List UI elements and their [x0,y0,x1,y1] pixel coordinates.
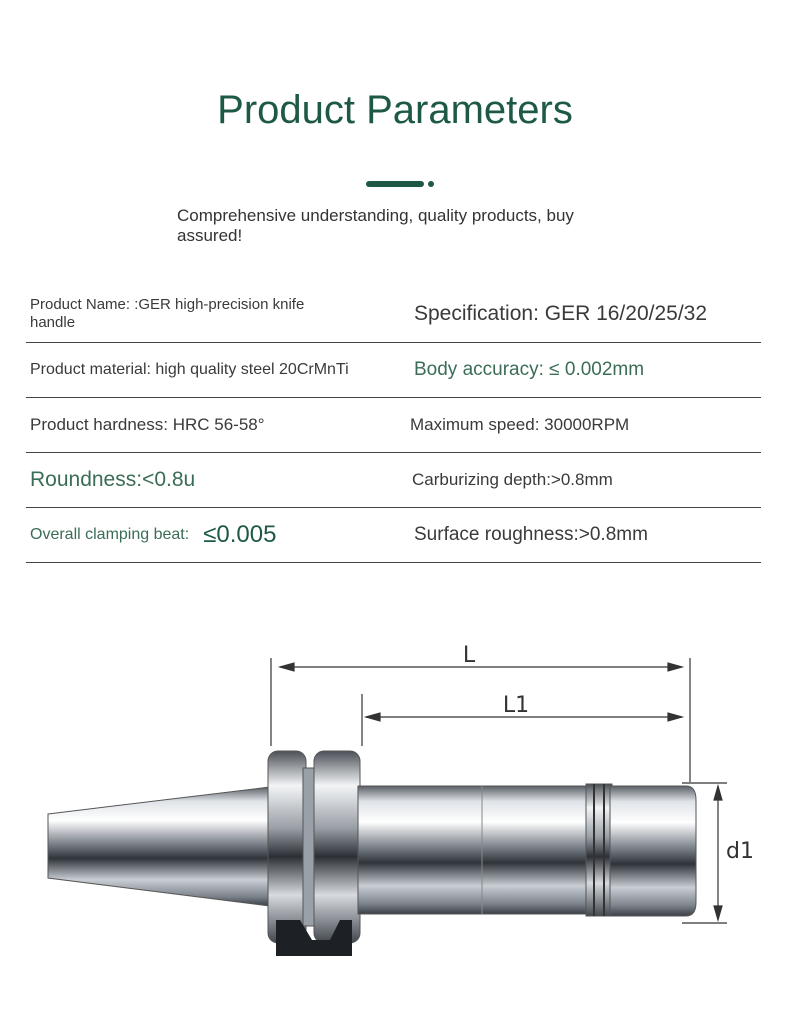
dimension-L1-label: L1 [502,693,530,718]
product-hardness: Product hardness: HRC 56-58° [30,415,265,434]
body-accuracy: Body accuracy: ≤ 0.002mm [414,359,645,380]
holder-nose [610,786,696,916]
dimension-d1-label: d1 [726,839,754,864]
dimension-L-label: L [462,643,476,668]
table-row [26,398,761,453]
table-row [26,343,761,398]
clamping-beat-label: Overall clamping beat: [30,526,190,543]
flange-left [268,751,306,943]
flange-right [314,751,360,943]
maximum-speed: Maximum speed: 30000RPM [410,415,630,434]
title-underline [366,181,424,187]
title-underline-dot [428,181,434,187]
table-row [26,286,761,343]
clamping-beat-value: ≤0.005 [203,521,277,548]
nut-ring [586,784,612,916]
page-subtitle: Comprehensive understanding, quality products, buy assured! [177,206,574,245]
page-title: Product Parameters [217,88,573,132]
surface-roughness: Surface roughness:>0.8mm [414,524,648,545]
product-name: Product Name: :GER high-precision knife handle [30,296,305,331]
specification: Specification: GER 16/20/25/32 [414,302,708,325]
table-row [26,508,761,563]
roundness: Roundness:<0.8u [30,468,196,491]
parameters-table [26,286,761,563]
holder-body [358,786,590,914]
product-material: Product material: high quality steel 20CrMnTi [30,361,349,378]
tool-holder-diagram [0,640,790,970]
table-row [26,453,761,508]
carburizing-depth: Carburizing depth:>0.8mm [412,470,613,489]
taper-cone [48,787,270,906]
